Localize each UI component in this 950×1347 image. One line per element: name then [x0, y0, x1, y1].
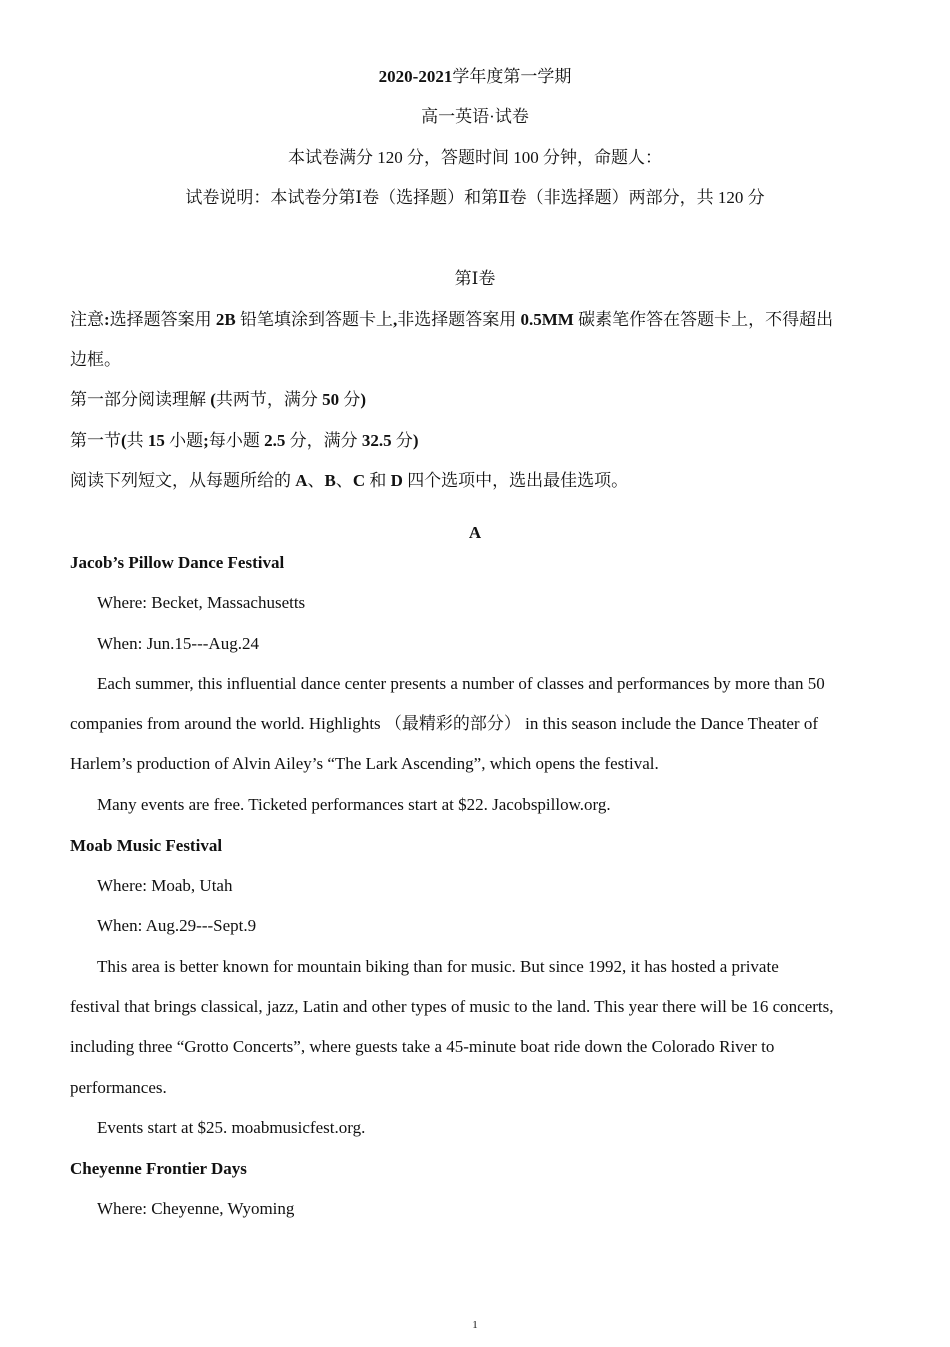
notice-line-2: 边框。 [70, 350, 121, 369]
part-one-heading [70, 389, 366, 411]
section-one-heading [70, 430, 419, 452]
instruction-text: B [324, 471, 336, 490]
notice-text: 2B [215, 310, 236, 329]
section-text: 共 [126, 431, 148, 450]
notice-text: 注意 [70, 310, 104, 329]
festival-body: Each summer, this influential dance center presents a number of classes and performances by more than 50 [97, 674, 825, 693]
part-text: 共两节，满分 [215, 390, 323, 409]
section-text: 2.5 [264, 431, 286, 450]
section-text: ) [412, 431, 419, 450]
instruction-text: C [352, 471, 366, 490]
instruction-text: A [295, 471, 308, 490]
festival-price: Many events are free. Ticketed performances start at $22. Jacobspillow.org. [97, 795, 611, 814]
page-number: 1 [472, 1319, 478, 1331]
section-text: 15 [147, 431, 165, 450]
notice-text: : [104, 310, 110, 329]
instruction-text: 和 [365, 471, 391, 490]
section-text: 小题 [164, 431, 204, 450]
passage-label: A [468, 523, 482, 542]
festival-where: Where: Moab, Utah [97, 876, 233, 895]
festival-body: Harlem’s production of Alvin Ailey’s “The Lark Ascending”, which opens the festival. [70, 754, 659, 773]
instruction-text: 阅读下列短文，从每题所给的 [70, 471, 296, 490]
section-text: 每小题 [208, 431, 265, 450]
festival-when: When: Jun.15---Aug.24 [97, 634, 259, 653]
festival-where: Where: Cheyenne, Wyoming [97, 1199, 295, 1218]
notice-text: 铅笔填涂到答题卡上 [235, 310, 394, 329]
festival-where: Where: Becket, Massachusetts [97, 593, 306, 612]
notice-text: 选择题答案用 [109, 310, 216, 329]
festival-when: When: Aug.29---Sept.9 [97, 916, 257, 935]
exam-year: 2020-2021 [378, 67, 453, 86]
section-text: 32.5 [361, 431, 392, 450]
part-text: ( [210, 390, 216, 409]
instruction-text: D [390, 471, 403, 490]
exam-year-title [0, 66, 950, 88]
festival-body: This area is better known for mountain biking than for music. But since 1992, it has hosted a private [97, 957, 779, 976]
section-text: 第一节 [70, 431, 121, 450]
exam-subject: 高一英语·试卷 [421, 107, 529, 126]
section-text: 分 [391, 431, 413, 450]
festival-body: performances. [70, 1078, 167, 1097]
volume-heading: 第Ⅰ卷 [454, 269, 496, 288]
notice-text: 0.5MM [520, 310, 574, 329]
exam-term: 学年度第一学期 [452, 67, 572, 86]
notice-line-1 [70, 309, 833, 331]
instruction-text: 、 [307, 471, 325, 490]
festival-price: Events start at $25. moabmusicfest.org. [97, 1118, 366, 1137]
festival-body: festival that brings classical, jazz, Latin and other types of music to the land. This year there will be 16 concerts, [70, 997, 834, 1016]
festival-title: Jacob’s Pillow Dance Festival [70, 553, 285, 572]
festival-body: including three “Grotto Concerts”, where guests take a 45-minute boat ride down the Colorado River to [70, 1037, 775, 1056]
reading-instruction [70, 470, 628, 492]
festival-title: Moab Music Festival [70, 836, 223, 855]
notice-text: , [393, 310, 398, 329]
part-text: 分 [339, 390, 361, 409]
exam-description: 试卷说明：本试卷分第Ⅰ卷（选择题）和第Ⅱ卷（非选择题）两部分，共 120 分 [185, 188, 765, 207]
instruction-text: 、 [335, 471, 353, 490]
section-text: ; [203, 431, 209, 450]
festival-title: Cheyenne Frontier Days [70, 1159, 247, 1178]
part-text: 第一部分阅读理解 [70, 390, 211, 409]
instruction-text: 四个选项中，选出最佳选项。 [402, 471, 629, 490]
exam-info: 本试卷满分 120 分，答题时间 100 分钟，命题人： [288, 148, 662, 167]
festival-body: companies from around the world. Highlights （最精彩的部分） in this season include the Dance Theater of [70, 714, 818, 733]
notice-text: 非选择题答案用 [397, 310, 521, 329]
part-text: ) [360, 390, 367, 409]
part-text: 50 [322, 390, 340, 409]
section-text: ( [121, 431, 127, 450]
section-text: 分，满分 [285, 431, 362, 450]
notice-text: 碳素笔作答在答题卡上，不得超出 [573, 310, 834, 329]
